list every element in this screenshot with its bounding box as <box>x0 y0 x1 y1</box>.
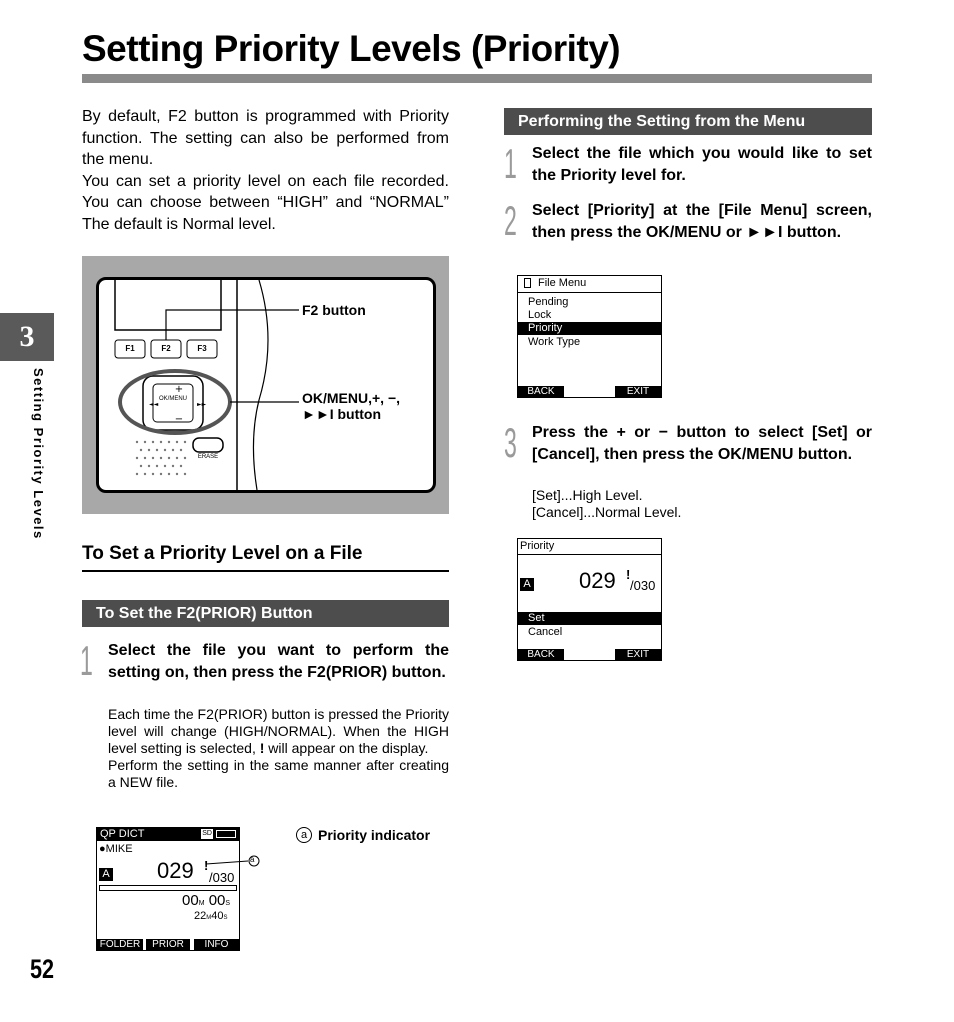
menu-item: Pending <box>528 296 569 308</box>
file-icon <box>524 278 531 288</box>
step-number: 1 <box>504 140 517 187</box>
callout-leader <box>204 850 264 870</box>
ok-menu-label-2: ►►I button <box>302 406 382 422</box>
f1-key: F1 <box>125 344 135 353</box>
key-name: OK/MENU <box>645 224 722 241</box>
time-value: 00 <box>208 892 226 909</box>
step-number: 2 <box>504 197 517 244</box>
remaining-time <box>194 910 228 922</box>
user-name: MIKE <box>105 843 133 855</box>
time-value: 00 <box>182 892 199 909</box>
menu-item: Lock <box>528 309 552 321</box>
svg-text:+: + <box>174 384 184 395</box>
soft-key-exit: EXIT <box>615 649 661 660</box>
subsection-bar: To Set the F2(PRIOR) Button <box>82 600 449 627</box>
heading-rule <box>82 570 449 572</box>
file-number: 029 <box>579 568 616 593</box>
chapter-label: Setting Priority Levels <box>31 368 46 540</box>
time-value: 40 <box>211 910 224 922</box>
step-text-part: Select the file you want to perform the setting on, then press the <box>108 642 449 681</box>
minus-icon: − <box>658 424 669 441</box>
step-text-part: button. <box>793 446 853 463</box>
svg-text:►►: ►► <box>197 401 207 408</box>
step-text-part: button to select [Set] or [Cancel], then press the <box>532 424 873 463</box>
step-number: 1 <box>80 637 93 684</box>
svg-text:◄◄: ◄◄ <box>149 401 159 408</box>
recorder-illustration <box>96 277 436 493</box>
screen-divider <box>518 554 661 555</box>
step-text-part: or <box>625 424 659 441</box>
note-text: will appear on the display. <box>264 740 429 756</box>
folder-name: QP DICT <box>100 828 145 840</box>
f2-button-label: F2 button <box>302 302 366 318</box>
option-item: Cancel <box>528 626 563 638</box>
device-figure <box>82 256 449 514</box>
step-number: 3 <box>504 419 517 466</box>
intro-paragraph: By default, F2 button is programmed with Priority function. The setting can also be performed from the menu. <box>82 108 449 169</box>
step-text <box>532 200 872 244</box>
display-header <box>97 828 239 841</box>
step-text <box>532 422 872 466</box>
sd-badge: SD <box>202 830 212 837</box>
menu-item-selected: Priority <box>518 322 661 335</box>
key-name: F2(PRIOR) <box>307 664 388 681</box>
title-underline <box>82 74 872 83</box>
page-number: 52 <box>30 954 55 984</box>
time-value: 22 <box>194 910 207 922</box>
step-text <box>108 640 449 684</box>
intro-text <box>82 106 449 236</box>
callout-text: Priority indicator <box>318 827 431 843</box>
step-text-part: button. <box>387 664 446 681</box>
note-text: Perform the setting in the same manner after creating a NEW file. <box>108 757 449 790</box>
step-text: Select the file which you would like to set the Priority level for. <box>532 145 872 184</box>
time-unit: S <box>223 915 228 921</box>
recorder-drawing <box>99 280 433 490</box>
ok-menu-key: OK/MENU <box>158 396 187 402</box>
time-unit: M <box>198 900 205 907</box>
step-note <box>108 706 449 791</box>
ok-menu-label: OK/MENU,+, −, <box>302 390 401 406</box>
step-text-part: Select [Priority] at the [File Menu] screen, then press the <box>532 202 872 241</box>
soft-key-exit: EXIT <box>615 386 661 397</box>
user-row <box>99 843 133 855</box>
page-title: Setting Priority Levels (Priority) <box>82 28 621 69</box>
priority-screen <box>517 538 662 661</box>
f2-key: F2 <box>161 344 171 353</box>
note-text: Each time the F2(PRIOR) button is pressed the Priority level will change (HIGH/NORMAL). When the HIGH level setting is selected, <box>108 706 449 756</box>
file-number: 029 <box>157 858 194 883</box>
screen-title: File Menu <box>538 277 587 289</box>
folder-letter: A <box>99 868 113 881</box>
recorder-display <box>96 827 240 951</box>
soft-key-prior: PRIOR <box>146 939 190 950</box>
callout-letter: a <box>296 827 312 843</box>
plus-icon: + <box>616 424 626 441</box>
priority-mark-icon: ! <box>626 567 631 582</box>
priority-mark-icon: ! <box>259 740 265 756</box>
user-icon: ● <box>99 843 106 855</box>
soft-key-info: INFO <box>194 939 239 950</box>
time-unit: M <box>206 915 212 921</box>
file-menu-screen <box>517 275 662 398</box>
file-total: /030 <box>630 578 656 593</box>
soft-key-back: BACK <box>518 649 564 660</box>
erase-key: ERASE <box>197 454 219 460</box>
subsection-bar: Performing the Setting from the Menu <box>504 108 872 135</box>
screen-title: Priority <box>520 540 555 552</box>
f3-key: F3 <box>197 344 207 353</box>
menu-item: Work Type <box>528 336 581 348</box>
key-name: OK/MENU <box>717 446 794 463</box>
note-text: [Set]...High Level. <box>532 487 643 503</box>
callout-marker: a <box>250 855 255 864</box>
progress-bar <box>99 885 237 891</box>
elapsed-time <box>182 892 230 909</box>
time-unit: S <box>225 900 231 907</box>
intro-paragraph: You can set a priority level on each file recorded. You can choose between “HIGH” and “NORMAL” The default is Normal level. <box>82 172 449 233</box>
screen-divider <box>518 292 661 293</box>
chapter-tab: 3 <box>0 313 54 361</box>
priority-mark-icon: ! <box>204 858 209 873</box>
step-note <box>532 487 872 521</box>
svg-text:−: − <box>174 414 184 425</box>
battery-icon <box>216 830 236 838</box>
file-total: /030 <box>209 870 235 885</box>
fast-forward-icon: ►►I <box>746 224 783 241</box>
note-text: [Cancel]...Normal Level. <box>532 504 682 520</box>
folder-letter: A <box>520 578 534 591</box>
step-text-part: or <box>721 224 747 241</box>
section-heading: To Set a Priority Level on a File <box>82 543 363 564</box>
soft-key-folder: FOLDER <box>97 939 143 950</box>
step-text-part: Press the <box>532 424 617 441</box>
step-text-part: button. <box>782 224 842 241</box>
soft-key-back: BACK <box>518 386 564 397</box>
option-selected: Set <box>518 612 661 625</box>
